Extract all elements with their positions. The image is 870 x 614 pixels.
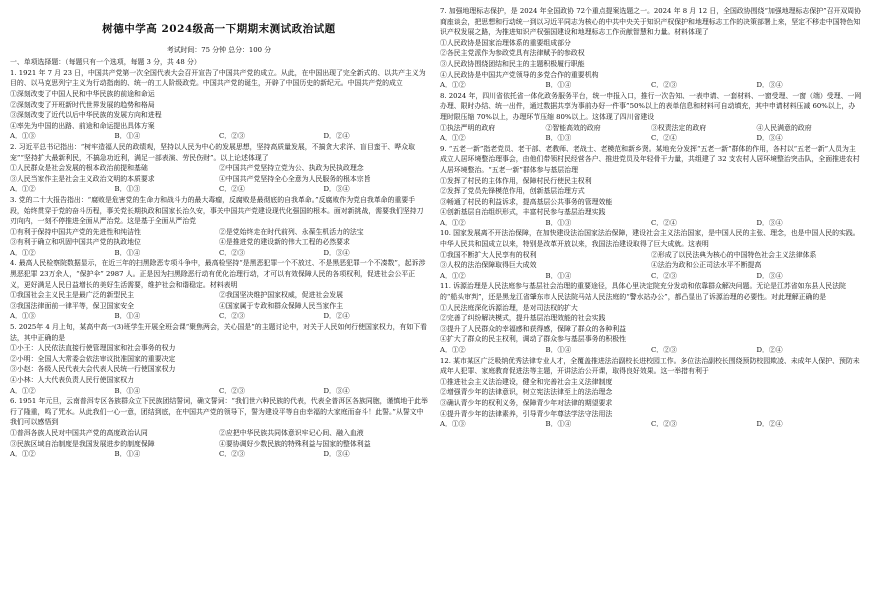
option-row bbox=[10, 227, 428, 238]
answer-d: D．③④ bbox=[756, 81, 783, 90]
answer-c: C．②④ bbox=[651, 134, 677, 143]
answer-row bbox=[10, 131, 428, 142]
answer-d: D．②④ bbox=[323, 132, 350, 141]
question-text: 9. “五老一新”指老党员、老干部、老教师、老战士、老模范和新乡贤。某地充分发挥“五老一新”群体的作用，各村以“五老一新”人员为主成立人居环境整治理事会，由他们带领村民经营各户、推进党员及年轻骨干力量，共组建了 32 支农村人居环境整治突击队，全面推进农村人居环境整治。“五老一新”群体参与基层治理 bbox=[440, 144, 860, 174]
answer-b: B．①③ bbox=[114, 185, 141, 194]
option: ②完善了纠纷解决模式，提升基层治理效能的社会实践 bbox=[440, 314, 606, 323]
option: ②中国共产党坚持立党为公、执政为民执政理念 bbox=[219, 164, 364, 173]
option: ③人民当家作主是社会主义政治文明的本质要求 bbox=[10, 174, 155, 183]
question-11 bbox=[440, 281, 862, 355]
option: ③民族区域自治制度是我国发展进步的制度保障 bbox=[10, 439, 155, 448]
question-3 bbox=[10, 195, 428, 259]
option-row bbox=[10, 237, 428, 248]
answer-d: D．②④ bbox=[323, 312, 350, 321]
option: ③有利于确立和巩固中国共产党的执政地位 bbox=[10, 238, 141, 247]
left-column bbox=[10, 6, 428, 460]
option: ②智能高效的政府 bbox=[545, 123, 601, 132]
answer-d: D．③④ bbox=[756, 134, 783, 143]
option: ④率先为中国的出路、前途和命运提出具体方案 bbox=[10, 121, 155, 130]
option: ③深刻改变了近代以后中华民族的发展方向和进程 bbox=[10, 111, 162, 120]
option: ①深刻改变了中国人民和中华民族的前途和命运 bbox=[10, 89, 155, 98]
answer-b: B．①④ bbox=[545, 346, 572, 354]
answer-d: D．②④ bbox=[756, 420, 783, 429]
option: ③人民政协围绕团结和民主的主题积极履行职能 bbox=[440, 59, 585, 68]
option: ②应把中华民族共同体意识牢记心间、融入血液 bbox=[219, 428, 364, 437]
option-row bbox=[440, 250, 862, 261]
option: ②是党始终走在时代前列、永葆生机活力的法宝 bbox=[219, 227, 364, 236]
answer-row bbox=[440, 271, 862, 282]
option: ③提升了人民群众的幸福感和获得感，保障了群众的各种利益 bbox=[440, 324, 627, 333]
answer-row bbox=[10, 248, 428, 259]
answer-c: C．②③ bbox=[651, 420, 677, 429]
option: ④国家属于专政和群众保障人民当家作主 bbox=[219, 301, 344, 310]
answer-c: C．②③ bbox=[219, 132, 245, 141]
question-text: 3. 党的二十大报告指出：“腐败是危害党的生命力和战斗力的最大毒瘤，反腐败是最彻底的自我革命。”反腐败作为党自我革命的重要手段，始终贯穿于党的奋斗历程，事关党长期执政和国家长治久安，事关中国共产党建设现代化强国的根本。面对新挑战，需要我们坚持刀刃向内，一刻不停推进全面从严治党。这是基于全面从严治党 bbox=[10, 195, 424, 226]
answer-a: A．①② bbox=[440, 81, 466, 90]
question-text: 6. 1951 年元旦，云南普洱专区各族群众立下民族团结誓词，确文誓词：“我们世六种民族的代表，代表全普洱区各族同胞，谨慎地于此举行了隆重，鸣了咒水。从此我们一心一意，团结到底，在中国共产党的领导下，誓为建设平等自由幸福的大家庭而奋斗！此誓。”从誓文中我们可以感悟到 bbox=[10, 397, 428, 427]
answer-c: C．②③ bbox=[651, 346, 677, 354]
answer-a: A．①② bbox=[440, 271, 466, 280]
answer-d: D．③④ bbox=[323, 185, 350, 194]
option: ②我国坚决维护国家权威，促进社会发展 bbox=[219, 291, 344, 300]
answer-row bbox=[440, 345, 862, 356]
answer-d: D．③④ bbox=[323, 386, 350, 395]
option: ②形成了以民法典为核心的中国特色社会主义法律体系 bbox=[651, 250, 817, 259]
answer-row bbox=[440, 133, 862, 144]
option-row bbox=[440, 123, 862, 134]
answer-a: A．①② bbox=[10, 386, 36, 395]
question-text: 10. 国家发展离不开法治保障，在加快建设法治国家法治保障，建设社会主义法治国家，是中国人民的主张、理念，也是中国人民的实践。中华人民共和国成立以来，特别是改革开放以来，我国法治建设取得了巨大成就。这表明 bbox=[440, 229, 860, 249]
answer-c: C．②④ bbox=[219, 185, 245, 194]
option: ④提升青少年的法律素养，引导青少年尊法学法守法用法 bbox=[440, 409, 613, 418]
answer-d: D．③④ bbox=[323, 450, 350, 459]
option: ①我国社会主义民主是最广泛的新型民主 bbox=[10, 291, 135, 300]
question-7 bbox=[440, 6, 862, 91]
question-text: 2. 习近平总书记指出：“树牢造福人民的政绩观，坚持以人民为中心的发展思想，坚持高质量发展，不搞贪大求洋、盲目蛮干、哗众取宠”“坚持扩大最新利民，不搞急功近利，满足一部表演、劳民伤财”。以上论述体现了 bbox=[10, 142, 416, 162]
option: ②发挥了党员先锋模范作用，创新基层治理方式 bbox=[440, 187, 585, 196]
question-4 bbox=[10, 258, 428, 322]
answer-b: B．①③ bbox=[545, 218, 572, 227]
answer-d: D．②④ bbox=[756, 346, 783, 354]
answer-a: A．①② bbox=[440, 134, 466, 143]
option: ③我国法律面前一律平等，保卫国家安全 bbox=[10, 301, 135, 310]
question-8 bbox=[440, 91, 862, 144]
question-9 bbox=[440, 144, 862, 229]
question-1 bbox=[10, 68, 428, 142]
section-heading: 一、单项选择题：（每题只有一个选项，每题 3 分，共 48 分） bbox=[10, 58, 201, 67]
question-12 bbox=[440, 356, 862, 430]
option: ①执法严明的政府 bbox=[440, 123, 496, 132]
exam-title: 树德中学高 2024级高一下期期末测试政治试题 bbox=[102, 23, 336, 35]
answer-row bbox=[440, 218, 862, 229]
question-5 bbox=[10, 322, 428, 396]
option: ①推进社会主义法治建设，健全和完善社会主义法律制度 bbox=[440, 377, 613, 386]
answer-a: A．①② bbox=[440, 346, 466, 354]
answer-row bbox=[10, 449, 428, 460]
answer-b: B．①③ bbox=[545, 134, 572, 143]
question-text: 7. 加强地理标志保护，是 2024 年全国政协 72个重点提案选题之一。2024 年 8 月 12 日，全国政协围绕“加强地理标志保护”召开双周协商座谈会，把思想和行动统一到以习近平同志为核心的中共中央关于知识产权保护和地理标志工作的决策部署上来，坚定不移走中国特色知识产权发展之路，为推进知识产权强国建设和地理标志工作贡献智慧和力量。材料体现了 bbox=[440, 7, 862, 37]
answer-a: A．①② bbox=[10, 450, 36, 459]
option: ④扩大了群众的民主权利，调动了群众参与基层事务的积极性 bbox=[440, 335, 627, 344]
option: ①我国不断扩大人民享有的权利 bbox=[440, 250, 537, 259]
question-10 bbox=[440, 228, 862, 281]
answer-row bbox=[10, 311, 428, 322]
option: ④小林：人大代表负责人民行使国家权力 bbox=[10, 376, 135, 384]
option: ①普洱各族人民对中国共产党的高度政治认同 bbox=[10, 428, 148, 437]
question-text: 12. 某市某区广泛吸纳优秀法律专业人才，全覆盖推进法治副校长进校园工作。多位法治副校长围绕预防校园欺凌、未成年人保护、预防未成年人犯罪、家庭教育促进法等主题，开讲法治公开课，取得良好效果。这一举措有利于 bbox=[440, 356, 860, 376]
answer-c: C．②③ bbox=[219, 312, 245, 321]
option-row bbox=[440, 260, 862, 271]
option: ④要协调好少数民族的特殊利益与国家的整体利益 bbox=[219, 439, 371, 448]
option: ④法治为政和公正司法水平不断提高 bbox=[651, 261, 762, 270]
answer-row bbox=[440, 419, 862, 430]
answer-a: A．①② bbox=[10, 248, 36, 257]
answer-d: D．③④ bbox=[756, 271, 783, 280]
option: ②各民主党派作为参政党具有法律赋予的参政权 bbox=[440, 49, 585, 58]
option: ①发挥了村民的主体作用，保障村民行使民主权利 bbox=[440, 176, 592, 185]
option-row bbox=[10, 290, 428, 301]
question-6 bbox=[10, 396, 428, 460]
answer-c: C．②③ bbox=[651, 271, 677, 280]
option: ③权责法定的政府 bbox=[651, 123, 707, 132]
answer-b: B．①④ bbox=[545, 420, 572, 429]
option-row bbox=[10, 163, 428, 174]
option: ①小王：人民依法直接行使管理国家和社会事务的权力 bbox=[10, 344, 176, 353]
answer-c: C．②③ bbox=[219, 450, 245, 459]
option: ④人民满意的政府 bbox=[756, 123, 812, 132]
question-text: 8. 2024 年，四川省依托省一体化政务服务平台，统一申报入口，推行一次告知、一表申请、一套材料、一窗受理、一窗（端）受理、一网办理、限时办结、统一出件，通过数据共享为事前办好一件事”50%以上的表单信息和材料可自动填充，其中申请材料压减 60%以上，办理时限压缩 70%以上，办理环节压缩 80%以上。这体现了四川省建设 bbox=[440, 91, 862, 121]
option: ③确认青少年的权利义务，保障青少年对法律的期望要求 bbox=[440, 398, 613, 407]
option: ③小赵：各级人民代表大会代表人民统一行使国家权力 bbox=[10, 365, 176, 374]
answer-a: A．①② bbox=[10, 185, 36, 194]
answer-row bbox=[10, 184, 428, 195]
option: ③人权的法治保障取得巨大成效 bbox=[440, 261, 537, 270]
question-text: 4. 最高人民检察院数据显示，在近三年的扫黑除恶专项斗争中，最高检坚持“是黑恶犯罪一个不放过、不是黑恶犯罪一个不凑数”，起诉涉黑恶犯罪 23万余人，“保护伞” 2987 人。正是因为扫黑除恶行动有优化治理行动，才可以有效保障人民的各项权利，促进社会公平正义，更好满足人民日益增长的美好生活需要，维护社会和谐稳定。材料表明 bbox=[10, 259, 426, 289]
question-2 bbox=[10, 142, 428, 195]
option: ①人民群众是社会发展的根本政治前提和基础 bbox=[10, 164, 148, 173]
option: ③畅通了村民的利益诉求，提高基层公共事务的管理效能 bbox=[440, 197, 613, 206]
option-row bbox=[10, 301, 428, 312]
option: ②小明：全国人大常委会依法审议批准国家的重要决定 bbox=[10, 354, 176, 363]
option: ④人民政协是中国共产党领导的多党合作的重要机构 bbox=[440, 70, 599, 79]
answer-d: D．③④ bbox=[756, 218, 783, 227]
answer-row bbox=[10, 386, 428, 397]
answer-b: B．①④ bbox=[114, 248, 141, 257]
option: ④是推进党的建设新的伟大工程的必然要求 bbox=[219, 238, 350, 247]
right-column bbox=[440, 6, 862, 430]
option: ①人民法庭深化诉源治理，是对司法权的扩大 bbox=[440, 303, 578, 312]
answer-a: A．①② bbox=[440, 218, 466, 227]
answer-a: A．①③ bbox=[440, 420, 466, 429]
answer-c: C．②③ bbox=[219, 248, 245, 257]
answer-c: C．②④ bbox=[651, 218, 677, 227]
answer-b: B．①④ bbox=[114, 312, 141, 321]
option-row bbox=[10, 439, 428, 450]
question-text: 11. 诉源治理是人民法庭参与基层社会治理的重要途径，具体心里决定院充分发动和依靠群众解决问题。无论是江苏省如东县人民法院的“船头审判”，还是黑龙江省肇东市人民法院马站人民法庭的“警水站办公”，都凸显出了诉源治理的必要性。对此理解正确的是 bbox=[440, 282, 846, 302]
answer-d: D．③④ bbox=[323, 248, 350, 257]
option-row bbox=[10, 174, 428, 185]
exam-info: 考试时间：75 分钟 总分：100 分 bbox=[166, 45, 272, 54]
answer-a: A．①③ bbox=[10, 312, 36, 321]
option: ②深刻改变了开班新时代世界发展的趋势和格局 bbox=[10, 100, 155, 109]
answer-b: B．①④ bbox=[114, 450, 141, 459]
answer-b: B．①④ bbox=[545, 271, 572, 280]
option: ①有利于保持中国共产党的先进性和纯洁性 bbox=[10, 227, 141, 236]
question-text: 1. 1921 年 7 月 23 日，中国共产党第一次全国代表大会召开宣告了中国共产党的成立。从此，在中国出现了完全新式的、以共产主义为目的、以马克思列宁主义为行动指南的、统一的工人阶级政党。中国共产党的诞生，开辟了中国历史的新纪元。中国共产党的成立 bbox=[10, 68, 426, 88]
answer-b: B．①④ bbox=[545, 81, 572, 90]
answer-row bbox=[440, 80, 862, 91]
option: ④创新基层自治组织形式，丰富村民参与基层治理实践 bbox=[440, 208, 606, 217]
answer-a: A．①③ bbox=[10, 132, 36, 141]
question-text: 5. 2025年 4 月上旬，某高中高一(3)班学生开展全班会课“聚焦两会，关心国是”的主题讨论中，对关于人民如何行使国家权力，有如下看法，其中正确的是 bbox=[10, 323, 428, 342]
option: ②增强青少年的法律意识，树立宪法法律至上的法治理念 bbox=[440, 388, 613, 397]
answer-b: B．①④ bbox=[114, 132, 141, 141]
answer-c: C．②③ bbox=[219, 386, 245, 395]
option-row bbox=[10, 428, 428, 439]
answer-c: C．②③ bbox=[651, 81, 677, 90]
option: ④中国共产党坚持全心全意为人民服务的根本宗旨 bbox=[219, 174, 371, 183]
answer-b: B．①④ bbox=[114, 386, 141, 395]
option: ①人民政协是国家治理体系的重要组成部分 bbox=[440, 38, 571, 47]
